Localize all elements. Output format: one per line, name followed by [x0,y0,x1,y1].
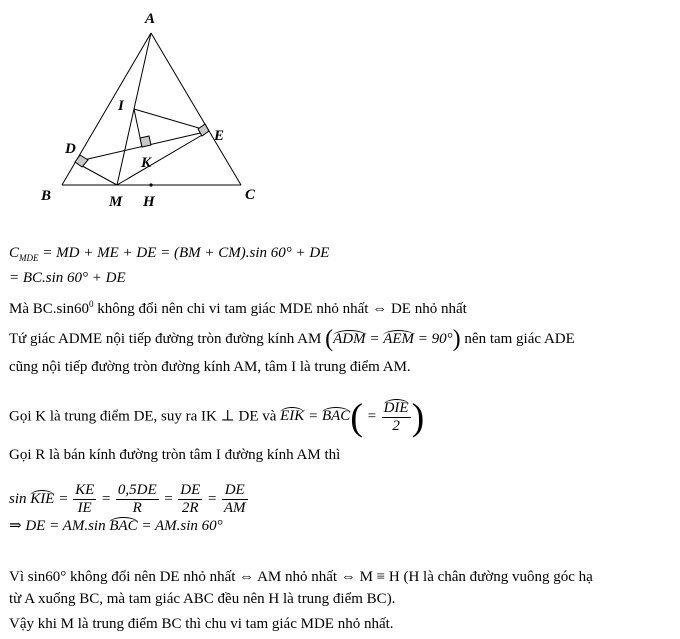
label-d: D [65,141,76,157]
label-e: E [214,128,225,144]
text-line-6: Gọi K là trung điểm DE, suy ra IK ⊥ DE và EIK = BAC( = $\frac{\text{DIE}}{2}$ ) [9,396,425,439]
label-h: H [143,194,155,210]
text-line-5: cũng nội tiếp đường tròn đường kính AM, tâm I là trung điểm AM. [9,359,411,375]
text-line-10: Vì sin60° không đổi nên DE nhỏ nhất ⇔ AM nhỏ nhất ⇔ M ≡ H (H là chân đường vuông góc hạ [9,569,593,585]
label-a: A [145,11,156,27]
equation-de: ⇒ DE = AM.sin BAC = AM.sin 60° [9,518,223,534]
segment-ac [151,33,241,185]
geometry-figure [0,0,300,215]
label-i: I [118,98,124,114]
right-angle-mark-e [198,124,209,136]
right-angle-mark-k [140,136,151,147]
equation-perimeter: $C_{MDE}$ = MD + ME + DE = (BM + CM).sin 60° + DE [9,245,330,263]
label-c: C [245,187,256,203]
text-line-12: Vậy khi M là trung điểm BC thì chu vi tam giác MDE nhỏ nhất. [9,616,394,632]
point-h [149,183,152,186]
label-m: M [109,194,123,210]
equation-perimeter-simplified: = BC.sin 60° + DE [9,270,126,286]
text-line-4: Tứ giác ADME nội tiếp đường tròn đường kính AM (ADM = AEM = 90°) nên tam giác ADE [9,326,575,352]
text-line-7: Gọi R là bán kính đường tròn tâm I đường kính AM thì [9,447,341,463]
label-k: K [141,155,152,171]
equation-sin-kie: sin KIE = $\frac{KE}{IE}$ = $\frac{0,5DE}{R}$ = $\frac{DE}{2R}$ = $\frac{DE}{AM}$ [9,482,246,516]
text-line-11: từ A xuống BC, mà tam giác ABC đều nên H là trung điểm BC). [9,591,396,607]
text-line-3: Mà $BC.\sin 60^0$ không đổi nên chi vi tam giác MDE nhỏ nhất ⇔ DE nhỏ nhất [9,299,467,317]
segment-me [117,131,209,185]
right-angle-mark-d [75,155,88,167]
label-b: B [41,188,52,204]
